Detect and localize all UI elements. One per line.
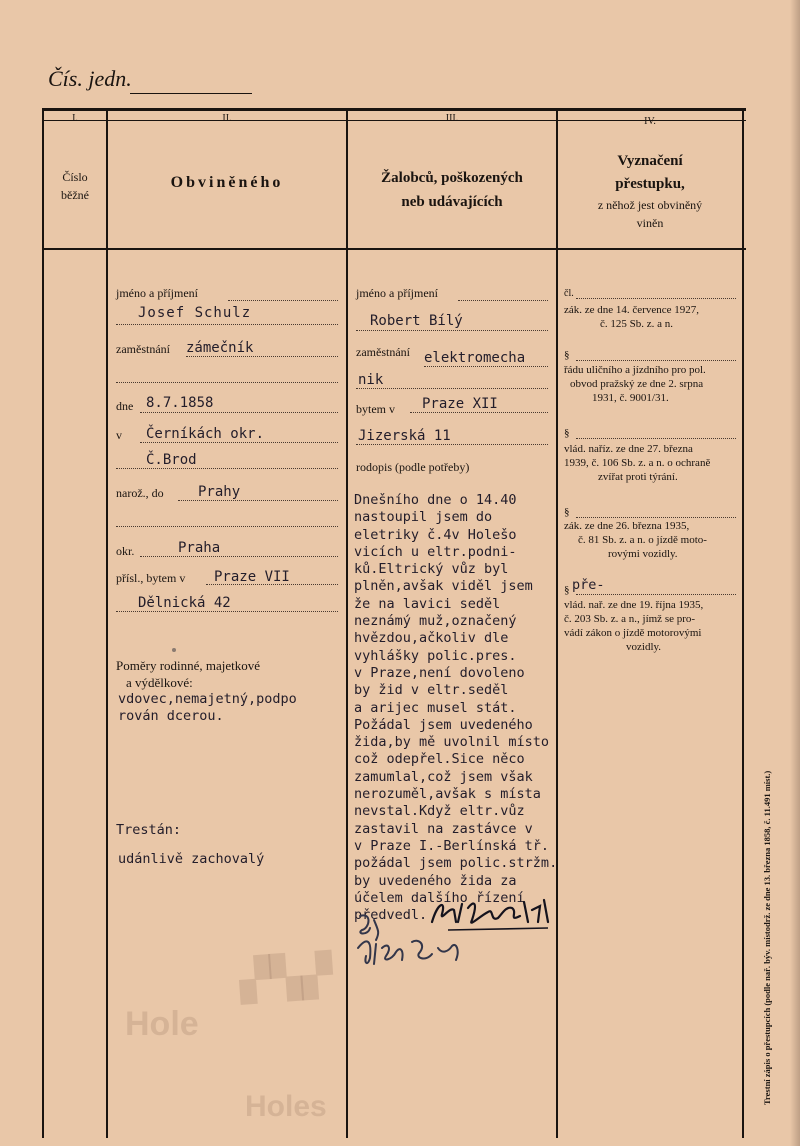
bleed-through-text: Hole	[125, 1005, 199, 1043]
plaintiff-occupation-value: elektromecha	[424, 350, 526, 366]
offense-b5-dots	[576, 594, 736, 595]
accused-dob-label: dne	[116, 399, 134, 413]
narrative-line: ků.Eltrický vůz byl	[354, 561, 509, 578]
narrative-line: by uvedeného žida za	[354, 872, 517, 889]
table-top-border	[42, 108, 746, 111]
offense-b3-l3: zvířat proti týrání.	[598, 471, 678, 483]
offense-b5-l2: č. 203 Sb. z. a n., jímž se pro-	[564, 613, 696, 625]
narrative-line: vicích u eltr.podni-	[354, 543, 517, 560]
narrative-line: neznámý muž,označený	[354, 613, 517, 630]
offense-b4-l3: rovými vozidly.	[608, 548, 678, 560]
offense-b1-l1: čl.	[564, 288, 574, 299]
accused-family-label2: a výdělkové:	[126, 675, 193, 690]
col3-number: III.	[445, 113, 459, 124]
plaintiff-name-line2	[356, 330, 548, 331]
signature-officer	[352, 908, 472, 988]
page-edge-shadow	[790, 0, 800, 1146]
narrative-line: zamumlal,což jsem však	[354, 768, 533, 785]
offense-b3-dots	[576, 438, 736, 439]
bleed-through-text-2: Holes	[245, 1090, 327, 1123]
accused-occupation-label: zaměstnání	[116, 342, 170, 356]
accused-punished-label: Trestán:	[116, 822, 182, 838]
plaintiff-address-line	[356, 444, 548, 445]
narrative-line: plněn,avšak viděl jsem	[354, 578, 533, 595]
narrative-line: že na lavici seděl	[354, 595, 501, 612]
cis-jedn-label: Čís. jedn.	[48, 66, 132, 91]
accused-dob-value: 8.7.1858	[146, 395, 214, 411]
narrative-line: nerozuměl,avšak s místa	[354, 786, 541, 803]
col4-title: Vyznačení přestupku, z něhož jest obviněný viněn	[597, 153, 703, 230]
narrative-line: nevstal.Když eltr.vůz	[354, 803, 525, 820]
plaintiff-name-label: jméno a příjmení	[356, 286, 438, 300]
accused-residence-value2: Dělnická 42	[138, 595, 231, 611]
narrative-line: by žid v eltr.seděl	[354, 682, 509, 699]
narrative-line: hvězdou,ačkoliv dle	[354, 630, 509, 647]
offense-b2-sym: §	[564, 349, 570, 361]
narrative-line: zastavil na zastávce v	[354, 820, 533, 837]
accused-punished-value: udánlivě zachovalý	[118, 851, 265, 867]
plaintiff-narrative	[354, 492, 557, 924]
col2-number: II.	[222, 113, 232, 124]
plaintiff-occupation-line2	[356, 388, 548, 389]
accused-residence-label: přísl., bytem v	[116, 571, 186, 585]
accused-dob-dots	[140, 412, 338, 413]
narrative-line: eletriky č.4v Holešo	[354, 526, 517, 543]
col3-title: Žalobců, poškozených neb udávajících	[381, 170, 523, 210]
accused-belongs-label: narož., do	[116, 486, 164, 500]
accused-occupation-line2	[116, 382, 338, 383]
plaintiff-name-value: Robert Bílý	[370, 313, 463, 329]
margin-word: pře-	[572, 577, 605, 593]
narrative-line: vyhlášky polic.pres.	[354, 647, 517, 664]
narrative-line: Požádal jsem uvedeného	[354, 716, 533, 733]
narrative-line: v Praze,není dovoleno	[354, 664, 525, 681]
accused-residence-value: Praze VII	[214, 569, 290, 585]
accused-district-label: okr.	[116, 544, 135, 558]
offense-b4-dots	[576, 517, 736, 518]
accused-occupation-dots	[186, 356, 338, 357]
accused-name-dots	[228, 300, 338, 301]
plaintiff-occupation-dots	[424, 366, 548, 367]
offense-b1-l2: zák. ze dne 14. července 1927,	[564, 304, 699, 316]
offense-b2-dots	[576, 360, 736, 361]
narrative-line: v Praze I.-Berlínská tř.	[354, 837, 550, 854]
offense-b4-l2: č. 81 Sb. z. a n. o jízdě moto-	[578, 534, 707, 546]
cis-jedn-line	[130, 93, 252, 94]
offense-b2-l1: řádu uličního a jízdního pro pol.	[564, 364, 706, 376]
accused-place-line2	[116, 468, 338, 469]
narrative-line: žida,by mě uvolnil místo	[354, 734, 550, 751]
offense-b5-l1: vlád. nař. ze dne 19. října 1935,	[564, 599, 704, 611]
offense-b4-l1: zák. ze dne 26. března 1935,	[564, 520, 690, 532]
accused-place-label: v	[116, 428, 122, 442]
right-border	[742, 108, 744, 1138]
bleed-through-stamp: ▞▚▞	[238, 952, 334, 1004]
offense-b5-sym: §	[564, 584, 570, 596]
accused-name-value: Josef Schulz	[138, 305, 252, 321]
narrative-line: což odepřel.Sice něco	[354, 751, 525, 768]
accused-place-value2: Č.Brod	[146, 452, 197, 468]
accused-belongs-line2	[116, 526, 338, 527]
plaintiff-address-value: Jizerská 11	[358, 428, 451, 444]
accused-family-value2: rován dcerou.	[118, 708, 224, 724]
accused-name-line2	[116, 324, 338, 325]
accused-family-value1: vdovec,nemajetný,podpo	[118, 691, 297, 707]
offense-b2-l3: 1931, č. 9001/31.	[592, 392, 669, 404]
accused-belongs-value: Prahy	[198, 484, 241, 500]
col1-number: I.	[72, 113, 78, 124]
offense-b3-sym: §	[564, 427, 570, 439]
accused-name-label: jméno a příjmení	[116, 286, 198, 300]
col2-title: Obviněného	[170, 174, 284, 191]
accused-residence-dots	[206, 584, 338, 585]
narrative-line: požádal jsem polic.stržm.	[354, 855, 558, 872]
offense-b2-l2: obvod pražský ze dne 2. srpna	[570, 378, 704, 390]
accused-belongs-dots	[178, 500, 338, 501]
offense-b1-dots	[576, 298, 736, 299]
narrative-line: nastoupil jsem do	[354, 509, 493, 526]
plaintiff-name-dots	[458, 300, 548, 301]
plaintiff-description-label: rodopis (podle potřeby)	[356, 460, 470, 474]
offense-b3-l1: vlád. naříz. ze dne 27. března	[564, 443, 693, 455]
header-bottom-border	[42, 248, 746, 250]
accused-district-dots	[140, 556, 338, 557]
plaintiff-residence-value: Praze XII	[422, 396, 498, 412]
offense-b1-l3: č. 125 Sb. z. a n.	[600, 318, 674, 330]
offense-b5-l4: vozidly.	[626, 641, 662, 653]
ink-dot	[172, 648, 176, 652]
left-border	[42, 108, 44, 1138]
col1-title: Číslo běžné	[61, 170, 89, 202]
col4-number: IV.	[644, 116, 656, 127]
side-note: Trestní zápis o přestupcích (podle nař. býv. místodrž. ze dne 13. března 1858, č. 11.491 míst.)	[762, 770, 772, 1105]
narrative-line: Dnešního dne o 14.40	[354, 492, 517, 508]
accused-family-label1: Poměry rodinné, majetkové	[116, 658, 261, 673]
narrative-line: a arijec musel stát.	[354, 699, 517, 716]
col1-divider	[106, 108, 108, 1138]
accused-occupation-value: zámečník	[186, 340, 254, 356]
offense-b3-l2: 1939, č. 106 Sb. z. a n. o ochraně	[564, 457, 711, 469]
accused-place-dots	[140, 442, 338, 443]
narrative-line: účelem dalšího řízení	[354, 889, 525, 906]
offense-b4-sym: §	[564, 506, 570, 518]
plaintiff-occupation-label: zaměstnání	[356, 345, 410, 359]
plaintiff-occupation-value2: nik	[358, 372, 384, 388]
accused-district-value: Praha	[178, 540, 221, 556]
plaintiff-residence-dots	[410, 412, 548, 413]
col2-divider	[346, 108, 348, 1138]
narrative-line: předvedl.	[354, 907, 428, 924]
offense-b5-l3: vádí zákon o jízdě motorovými	[564, 627, 702, 639]
plaintiff-residence-label: bytem v	[356, 402, 395, 416]
accused-residence-line2	[116, 611, 338, 612]
accused-place-value: Černíkách okr.	[146, 426, 265, 442]
